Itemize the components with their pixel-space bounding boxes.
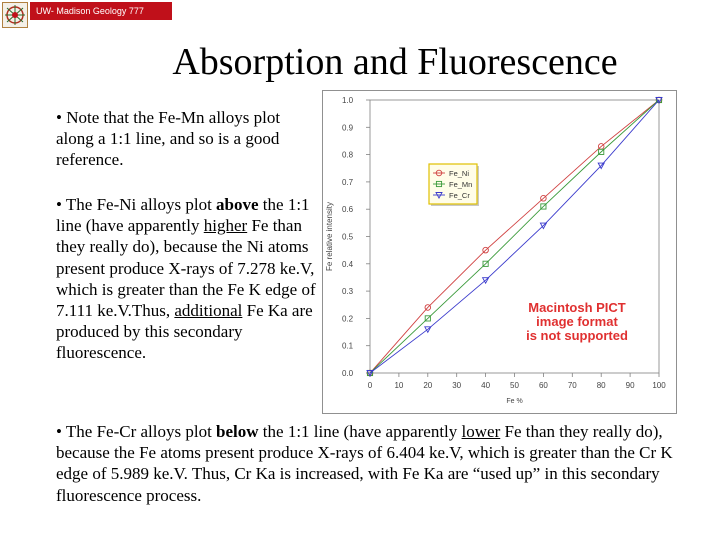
y-tick-label: 0.1 xyxy=(342,341,354,351)
y-tick-label: 0.3 xyxy=(342,287,354,297)
y-tick-label: 0.8 xyxy=(342,150,354,160)
x-tick-label: 80 xyxy=(596,381,606,390)
y-tick-label: 1.0 xyxy=(342,96,354,105)
y-tick-label: 0.2 xyxy=(342,314,354,324)
x-tick-label: 60 xyxy=(538,381,548,390)
x-tick-label: 90 xyxy=(625,381,635,390)
x-tick-label: 0 xyxy=(367,381,373,390)
note-fe-ni-paragraph xyxy=(56,194,318,364)
p2-underline-higher: higher xyxy=(203,216,248,236)
p3-text-c: the 1:1 line (have apparently xyxy=(258,422,462,441)
y-tick-label: 0.7 xyxy=(342,177,354,187)
legend-fe-mn-label: Fe_Mn xyxy=(449,180,473,189)
x-tick-label: 100 xyxy=(652,381,666,390)
p2-text-g: Fe Ka are produced by this secondary fluorescence. xyxy=(56,301,313,363)
y-tick-label: 0.6 xyxy=(342,205,354,215)
chart-frame xyxy=(323,91,677,414)
fe-intensity-chart xyxy=(322,90,677,415)
p3-underline-lower: lower xyxy=(461,422,501,441)
p2-text-e: Fe than they really do), because the Ni atoms present produce X-rays of 7.278 ke.V, which is greater than the Fe K edge of 7.111 ke.V.Thus, xyxy=(56,216,316,321)
note-fe-mn-paragraph: • Note that the Fe-Mn alloys plot along a 1:1 line, and so is a good reference. xyxy=(56,108,281,170)
course-banner: UW- Madison Geology 777 xyxy=(30,2,172,20)
x-axis-label: Fe % xyxy=(506,398,523,405)
p3-text-e: Fe than they really do), because the Fe atoms present produce X-rays of 6.404 ke.V, which is greater than the Cr K edge of 5.989 ke.V. Thus, Cr Ka is increased, with Fe Ka are “used up” in this secondary fluorescence process. xyxy=(56,422,673,505)
legend-fe-cr-label: Fe_Cr xyxy=(449,191,470,200)
x-tick-label: 40 xyxy=(481,381,491,390)
p2-underline-additional: additional xyxy=(174,301,243,321)
uw-crest-logo xyxy=(2,2,28,28)
x-tick-label: 70 xyxy=(567,381,577,390)
y-tick-label: 0.0 xyxy=(342,369,354,378)
p2-text-c: the 1:1 line (have apparently xyxy=(56,195,310,236)
p3-text-a: • The Fe-Cr alloys plot xyxy=(56,422,217,441)
legend-fe-ni-label: Fe_Ni xyxy=(449,169,470,178)
y-tick-label: 0.4 xyxy=(342,259,354,269)
p2-emphasis-above: above xyxy=(216,195,259,214)
note-fe-cr-paragraph xyxy=(56,421,706,506)
p3-emphasis-below: below xyxy=(216,422,259,441)
x-tick-label: 50 xyxy=(510,381,519,390)
pict-notice-line: image format xyxy=(536,314,618,329)
p2-text-a: • The Fe-Ni alloys plot xyxy=(56,195,217,214)
x-tick-label: 20 xyxy=(423,381,433,390)
pict-notice-line: Macintosh PICT xyxy=(528,300,626,315)
y-axis-label: Fe relative intensity xyxy=(325,202,334,271)
x-tick-label: 30 xyxy=(452,381,462,390)
slide-title: Absorption and Fluorescence xyxy=(172,41,618,83)
pict-notice-line: is not supported xyxy=(526,328,628,343)
y-tick-label: 0.5 xyxy=(342,232,354,242)
y-tick-label: 0.9 xyxy=(342,123,354,133)
x-tick-label: 10 xyxy=(394,381,404,390)
